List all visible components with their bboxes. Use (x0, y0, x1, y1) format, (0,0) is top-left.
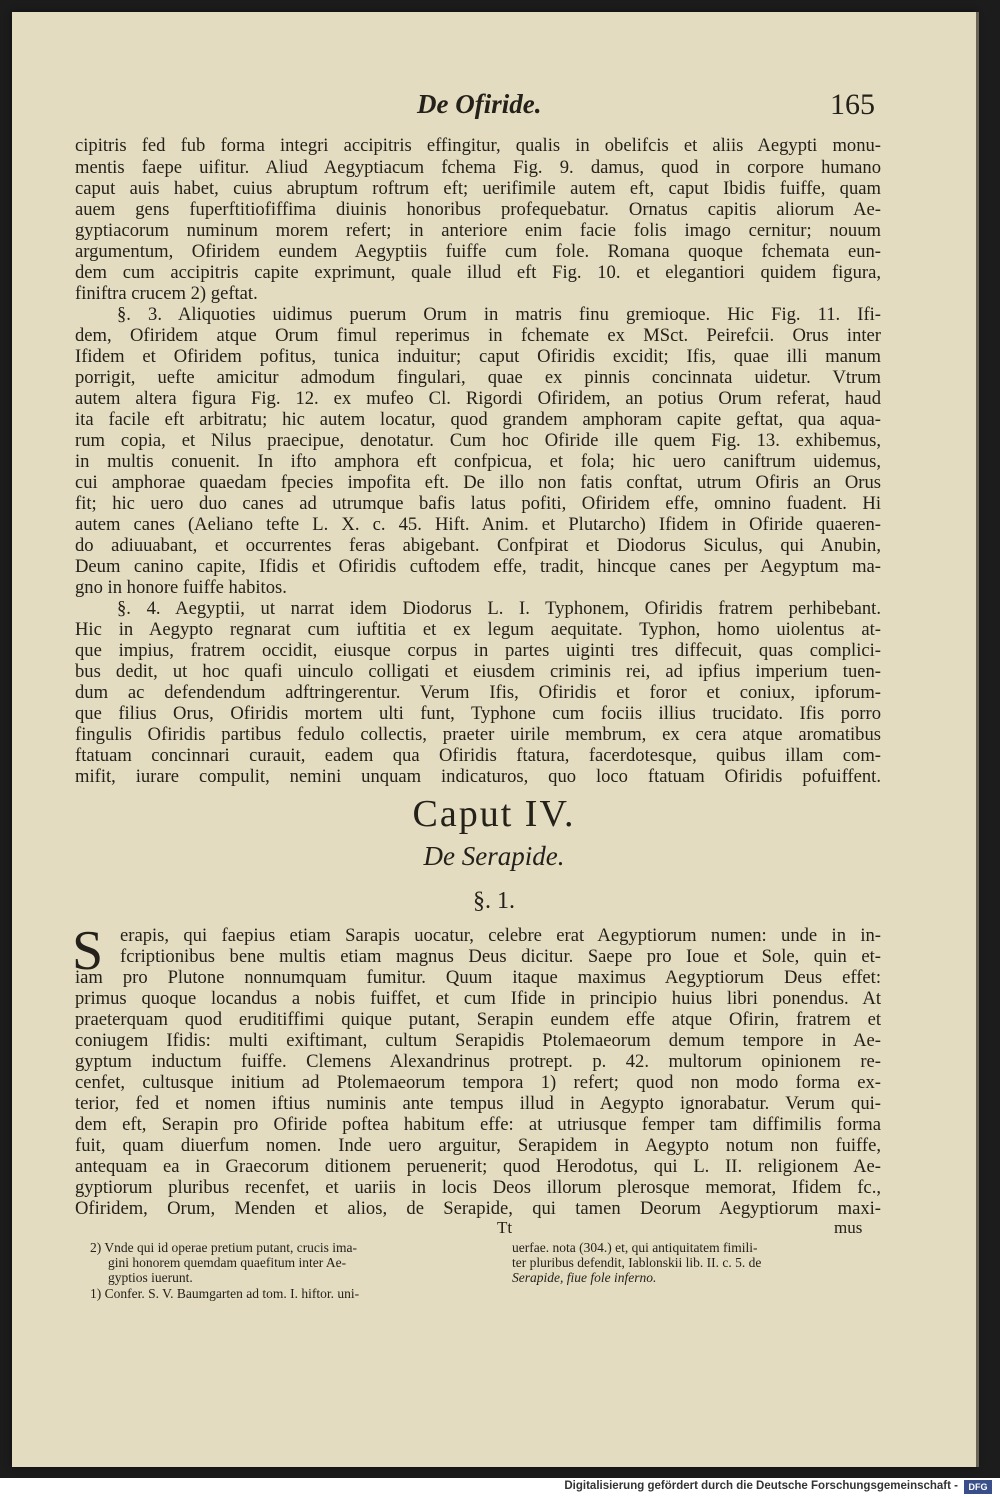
text-line: Ofiridem, Orum, Menden et alios, de Serapide, qui tamen Deorum Aegyptiorum maxi- (75, 1198, 881, 1219)
book-page (12, 12, 976, 1467)
running-head: De Ofiride. (417, 89, 542, 119)
footnote-line: gini honorem quemdam quaefitum inter Ae- (108, 1255, 347, 1270)
funding-credit: Digitalisierung gefördert durch die Deutsche Forschungsgemeinschaft - (564, 1480, 958, 1492)
text-line: dum ac defendendum adftringerentur. Verum Ifis, Ofiridis et foror et coniux, ipforum- (75, 682, 881, 703)
text-line: autem altera figura Fig. 12. ex mufeo Cl. Rigordi Ofiridem, an potius Orum referat, haud (75, 388, 881, 409)
text-line: primus quoque locandus a nobis fuiffet, et cum Ifide in principio huius libri ponendus. At (75, 988, 881, 1009)
dfg-logo: DFG (964, 1480, 992, 1494)
text-line: fingulis Ofiridis partibus fedulo collectis, praeter uirile membrum, ex cera atque aromatibus (75, 724, 881, 745)
text-line: caput auis habet, cuius abruptum roftrum eft; uerifimile autem eft, caput Ibidis fuiffe, quam (75, 178, 881, 199)
text-line: ita facile eft arbitratu; hic autem locatur, quod grandem amphoram capite geftat, qua aqua- (75, 409, 881, 430)
text-line: iam pro Plutone nonnumquam fumitur. Quum itaque maximus Aegyptiorum Deus effet: (75, 967, 881, 988)
footnote-line: gyptios iuerunt. (108, 1270, 193, 1285)
footnote-line: 1) Confer. S. V. Baumgarten ad tom. I. hiftor. uni- (90, 1286, 360, 1301)
text-line: cipitris fed fub forma integri accipitris effingitur, qualis in obelifcis et aliis Aegypti monu- (75, 135, 881, 156)
signature-mark: Tt (497, 1218, 513, 1237)
text-line: finiftra crucem 2) geftat. (75, 283, 258, 304)
text-line: gyptiorum pluribus recenfet, et uariis in locis Deos illorum plerosque memorat, Ifidem fc., (75, 1177, 881, 1198)
footnote-line: uerfae. nota (304.) et, qui antiquitatem fimili- (512, 1240, 758, 1255)
text-line: Deum canino capite, Ifidis et Ofiridis cuftodem effe, tradit, hincque canes per Aegyptum ma- (75, 556, 881, 577)
footnote-line: 2) Vnde qui id operae pretium putant, crucis ima- (90, 1240, 358, 1255)
text-line: fit; hic uero duo canes ad utrumque bafis latus pofiti, Ofiridem effe, omnino fuadent. Hi (75, 493, 881, 514)
text-line: praeterquam quod eruditiffimi quique putant, Serapin eundem effe atque Ofirin, fratrem et (75, 1009, 881, 1030)
text-line: ftatuam concinnari curauit, eadem qua Ofiridis ftatura, facerdotesque, quibus illam com- (75, 745, 881, 766)
text-line: porrigit, uefte amicitur admodum fingulari, quae ex pinnis concinnata uidetur. Vtrum (75, 367, 881, 388)
text-line: cui amphorae quaedam fpecies impofita eft. De illo non fatis conftat, utrum Ofiris an Orus (75, 472, 881, 493)
catchword: mus (834, 1218, 863, 1237)
text-line: cenfet, cultusque initium ad Ptolemaeorum tempora 1) refert; quod non modo forma ex- (75, 1072, 881, 1093)
text-line: autem canes (Aeliano tefte L. X. c. 45. Hift. Anim. et Plutarcho) Ifidem in Ofiride quaeren- (75, 514, 881, 535)
footnote-line: Serapide, fiue fole inferno. (512, 1270, 657, 1285)
text-line: mifit, iurare compulit, nemini unquam indicaturos, quo loco ftatuam Ofiridis pofuiffent. (75, 766, 881, 787)
text-line: auem gens fuperftitiofiffima diuinis honoribus profequebatur. Ornatus capitis aliorum Ae- (75, 199, 881, 220)
text-line: dem eft, Serapin pro Ofiride poftea habitum effe: at utriusque femper tam diffimilis forma (75, 1114, 881, 1135)
text-line: Hic in Aegypto regnarat cum iuftitia et ex legum aequitate. Typhon, homo uiolentus at- (75, 619, 881, 640)
text-line: coniugem Ifidis: multi exiftimant, cultum Serapidis Ptolemaeorum demum tempore in Ae- (75, 1030, 881, 1051)
footer-bar (0, 1478, 1000, 1497)
text-line: do adiuuabant, et occurrentes feras abigebant. Confpirat et Diodorus Siculus, qui Anubin, (75, 535, 881, 556)
text-line: gno in honore fuiffe habitos. (75, 577, 287, 598)
text-line: que filius Orus, Ofiridis mortem ulti funt, Typhone cum fociis illius trucidato. Ifis porro (75, 703, 881, 724)
text-line: fcriptionibus bene multis etiam magnus Deus dicitur. Saepe pro Ioue et Sole, quin et- (120, 946, 881, 967)
section-mark: §. 1. (473, 888, 515, 914)
text-line: rum copia, et Nilus praecipue, denotatur. Cum hoc Ofiride ille quem Fig. 13. exhibemus, (75, 430, 881, 451)
text-line: fuit, quam diuerfum nomen. Inde uero arguitur, Serapidem in Aegypto notum non fuiffe, (75, 1135, 881, 1156)
text-line: in multis conuenit. In ifto amphora eft confpicua, et fola; hic uero caniftrum uidemus, (75, 451, 881, 472)
text-line: bus dedit, ut hoc quafi uinculo colligati et eiusdem criminis rei, ad ipfius imperium tuen- (75, 661, 881, 682)
section-line: §. 4. Aegyptii, ut narrat idem Diodorus L. I. Typhonem, Ofiridis fratrem perhibebant. (117, 598, 881, 619)
text-line: gyptiacorum numinum morem refert; in anteriore enim facie folis imago cernitur; nouum (75, 220, 881, 241)
page-number: 165 (830, 88, 875, 121)
text-line: dem cum accipitris capite exprimunt, quale illud eft Fig. 10. et elegantiori quidem figura, (75, 262, 881, 283)
text-line: dem, Ofiridem atque Orum fimul reperimus in fchemate ex MSct. Peirefcii. Orus inter (75, 325, 881, 346)
text-line: que impius, fratrem occidit, eiusque corpus in partes uiginti tres diffecuit, quas complici- (75, 640, 881, 661)
chapter-subtitle: De Serapide. (423, 841, 565, 871)
chapter-title: Caput IV. (412, 793, 576, 835)
text-line: mentis faepe uifitur. Aliud Aegyptiacum fchema Fig. 9. damus, quod in corpore humano (75, 157, 881, 178)
text-line: antequam ea in Graecorum ditionem peruenerit; quod Herodotus, qui L. II. religionem Ae- (75, 1156, 881, 1177)
drop-cap: S (72, 920, 104, 982)
page-edge (976, 12, 979, 1467)
text-line: erapis, qui faepius etiam Sarapis uocatur, celebre erat Aegyptiorum numen: unde in in- (120, 925, 881, 946)
text-line: Ifidem et Ofiridem pofitus, tunica induitur; caput Ofiridis excidit; Ifis, quae illi manum (75, 346, 881, 367)
footnote-line: ter pluribus defendit, Iablonskii lib. II. c. 5. de (512, 1255, 762, 1270)
text-line: gyptum inductum fuiffe. Clemens Alexandrinus protrept. p. 42. multorum opinionem re- (75, 1051, 881, 1072)
section-line: §. 3. Aliquoties uidimus puerum Orum in matris finu gremioque. Hic Fig. 11. Ifi- (117, 304, 881, 325)
text-line: argumentum, Ofiridem eundem Aegyptiis fuiffe cum fole. Romana quoque fchemata eun- (75, 241, 881, 262)
text-line: terior, fed et nomen iftius numinis ante tempus illud in Aegypto ignorabatur. Verum qui- (75, 1093, 881, 1114)
